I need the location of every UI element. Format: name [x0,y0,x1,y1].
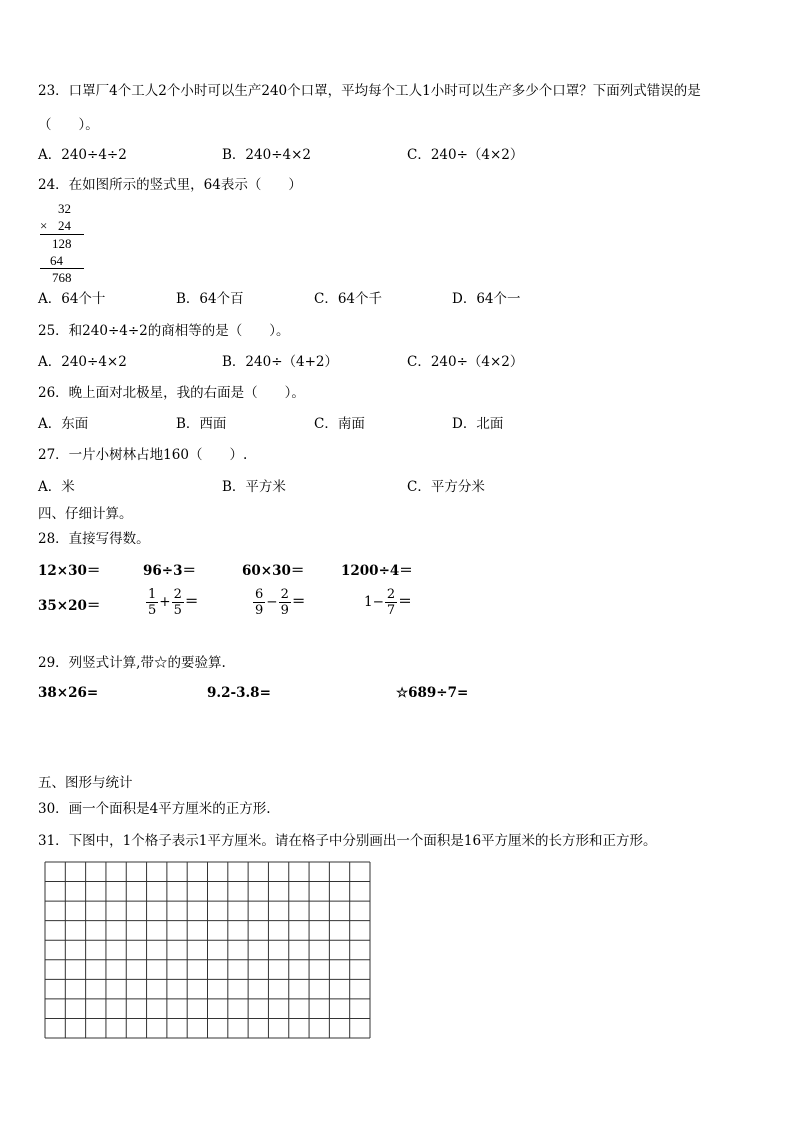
q28-item-5: 35×20＝ [38,598,101,614]
fraction-6-9: $\frac{6}{9}$ [255,587,264,618]
drawing-grid[interactable] [44,861,371,1039]
fraction-2-9: $\frac{2}{9}$ [280,587,289,618]
q23-blank: （ ）。 [38,117,99,133]
q29-item-1: 38×26= [38,685,99,701]
q30-stem: 30．画一个面积是4平方厘米的正方形. [38,801,271,817]
q25-option-b: B．240÷（4+2） [222,354,338,370]
q29-item-3: ☆689÷7= [396,685,469,701]
q27-option-c: C．平方分米 [407,479,485,495]
q26-option-b: B．西面 [176,416,227,432]
q27-stem: 27．一片小树林占地160（ ）. [38,447,248,463]
fraction-2-5: $\frac{2}{5}$ [173,587,182,618]
calc-multiplier: 24 [58,218,71,233]
q29-stem: 29．列竖式计算,带☆的要验算. [38,655,226,671]
section-5-heading: 五、图形与统计 [38,775,133,791]
q25-stem: 25．和240÷4÷2的商相等的是（ ）。 [38,323,290,339]
q27-option-b: B．平方米 [222,479,286,495]
q24-stem: 24．在如图所示的竖式里，64表示（ ） [38,177,302,193]
q25-option-a: A．240÷4×2 [38,354,127,370]
q27-option-a: A．米 [38,479,75,495]
q28-stem: 28．直接写得数。 [38,531,150,547]
calc-multiplicand: 32 [58,201,71,216]
minus-sign: − [266,594,278,610]
equals-sign: ＝ [398,594,412,610]
q24-option-a: A．64个十 [38,291,106,307]
q28-fraction-expr-1 [145,587,198,618]
q26-option-a: A．东面 [38,416,89,432]
whole-number: 1 [364,594,373,610]
equals-sign: ＝ [184,594,199,610]
q24-option-c: C．64个千 [314,291,383,307]
q28-fraction-expr-2 [252,587,305,618]
fraction-2-7: $\frac{2}{7}$ [386,587,396,618]
calc-partial-2: 64 [50,253,63,268]
calc-partial-1: 128 [52,236,72,251]
q28-item-3: 60×30＝ [242,563,305,579]
fraction-1-5: $\frac{1}{5}$ [148,587,157,618]
calc-operator: × [40,218,48,233]
q23-option-c: C．240÷（4×2） [407,147,524,163]
section-4-heading: 四、仔细计算。 [38,506,133,522]
plus-sign: + [159,594,171,610]
q28-fraction-expr-3 [364,587,412,618]
q24-option-b: B．64个百 [176,291,244,307]
q28-item-2: 96÷3＝ [143,563,196,579]
q26-option-c: C．南面 [314,416,365,432]
q23-option-a: A．240÷4÷2 [38,147,127,163]
q24-option-d: D．64个一 [452,291,521,307]
calc-result: 768 [52,270,72,285]
equals-sign: ＝ [291,594,306,610]
minus-sign: − [372,594,384,610]
q23-stem: 23．口罩厂4个工人2个小时可以生产240个口罩，平均每个工人1小时可以生产多少个口罩？下面列式错误的是 [38,83,701,99]
q25-option-c: C．240÷（4×2） [407,354,524,370]
q29-item-2: 9.2-3.8= [207,685,271,701]
q28-item-1: 12×30＝ [38,563,101,579]
q28-item-4: 1200÷4＝ [341,563,413,579]
q26-option-d: D．北面 [452,416,504,432]
q31-stem: 31．下图中，1个格子表示1平方厘米。请在格子中分别画出一个面积是16平方厘米的长方形和正方形。 [38,833,657,849]
q23-option-b: B．240÷4×2 [222,147,311,163]
q26-stem: 26．晚上面对北极星，我的右面是（ ）。 [38,385,305,401]
